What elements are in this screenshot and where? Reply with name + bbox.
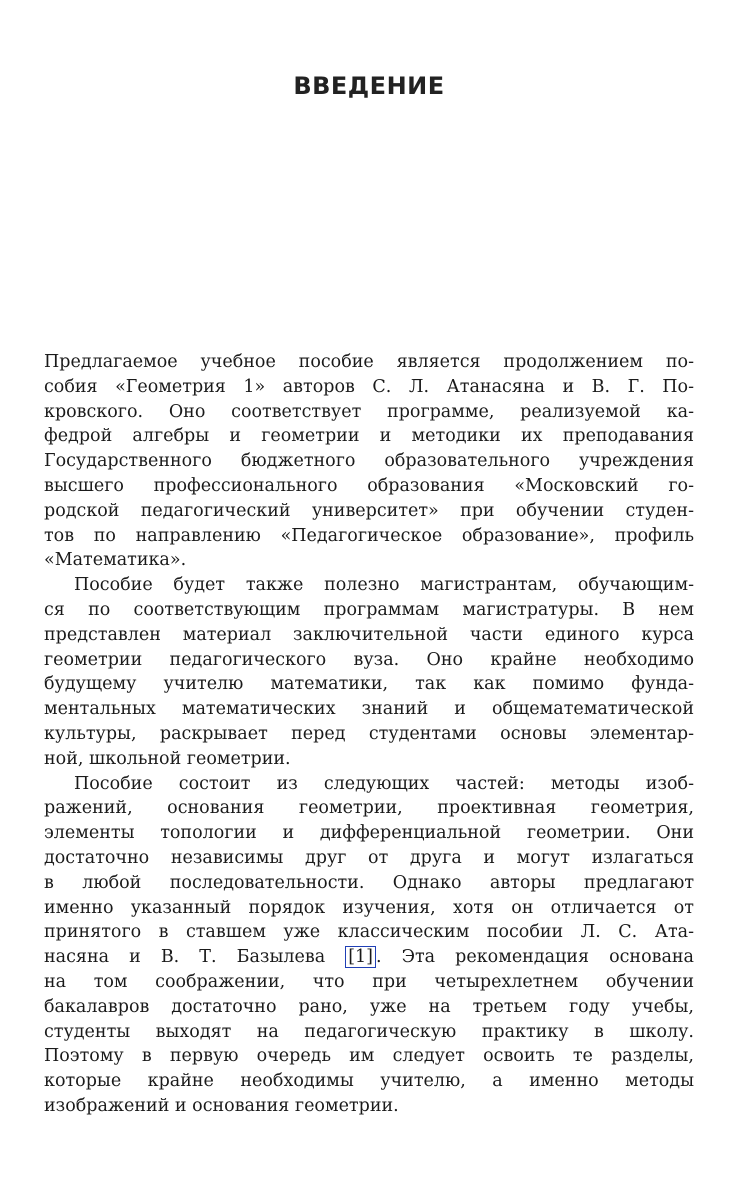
text-line: ражений, основания геометрии, проективная геометрия, [44, 798, 694, 819]
text-line: Предлагаемое учебное пособие является продолжением по- [44, 352, 694, 372]
text-line: кровского. Оно соответствует программе, реализуемой ка- [44, 401, 694, 422]
text-line: которые крайне необходимы учителю, а именно методы [44, 1071, 694, 1092]
text-line: будущему учителю математики, так как помимо фунда- [44, 674, 694, 695]
text-line: высшего профессионального образования «Московский го- [44, 475, 694, 496]
citation-line-after: . Эта рекомендация основана [375, 947, 694, 968]
paragraph-3 [44, 772, 694, 1119]
text-line: Государственного бюджетного образовательного учреждения [44, 451, 694, 472]
text-line: принятого в ставшем уже классическим пособии Л. С. Ата- [44, 922, 694, 943]
text-line: на том соображении, что при четырехлетнем обучении [44, 971, 694, 992]
text-line: элементы топологии и дифференциальной геометрии. Они [44, 823, 694, 844]
text-line: Пособие состоит из следующих частей: методы изоб- [74, 773, 694, 794]
citation-line-before: насяна и В. Т. Базылева [44, 947, 346, 968]
text-line-with-citation [44, 945, 694, 970]
text-line: собия «Геометрия 1» авторов С. Л. Атанасяна и В. Г. По- [44, 376, 694, 397]
text-line: бакалавров достаточно рано, уже на третьем году учебы, [44, 996, 694, 1017]
text-line: ной, школьной геометрии. [44, 748, 291, 769]
text-line: ментальных математических знаний и общематематической [44, 699, 694, 720]
text-line: студенты выходят на педагогическую практику в школу. [44, 1021, 694, 1042]
text-line: геометрии педагогического вуза. Оно крайне необходимо [44, 649, 694, 670]
text-line: родской педагогический университет» при обучении студен- [44, 500, 694, 521]
paragraph-1 [44, 350, 694, 573]
text-line: изображений и основания геометрии. [44, 1095, 399, 1116]
text-line: «Математика». [44, 550, 187, 571]
text-line: именно указанный порядок изучения, хотя он отличается от [44, 897, 694, 918]
text-line: Пособие будет также полезно магистрантам, обучающим- [74, 575, 694, 596]
text-line: в любой последовательности. Однако авторы предлагают [44, 872, 694, 893]
citation-link[interactable]: [1] [345, 946, 376, 968]
body-text [44, 350, 694, 1119]
text-line: достаточно независимы друг от друга и могут излагаться [44, 847, 694, 868]
text-line: тов по направлению «Педагогическое образование», профиль [44, 525, 694, 546]
text-line: представлен материал заключительной части единого курса [44, 624, 694, 645]
text-line: Поэтому в первую очередь им следует освоить те разделы, [44, 1046, 694, 1067]
paragraph-2 [44, 573, 694, 771]
text-line: ся по соответствующим программам магистратуры. В нем [44, 599, 694, 620]
text-line: федрой алгебры и геометрии и методики их преподавания [44, 426, 694, 447]
text-line: культуры, раскрывает перед студентами основы элементар- [44, 723, 694, 744]
page-title: ВВЕДЕНИЕ [293, 72, 445, 101]
